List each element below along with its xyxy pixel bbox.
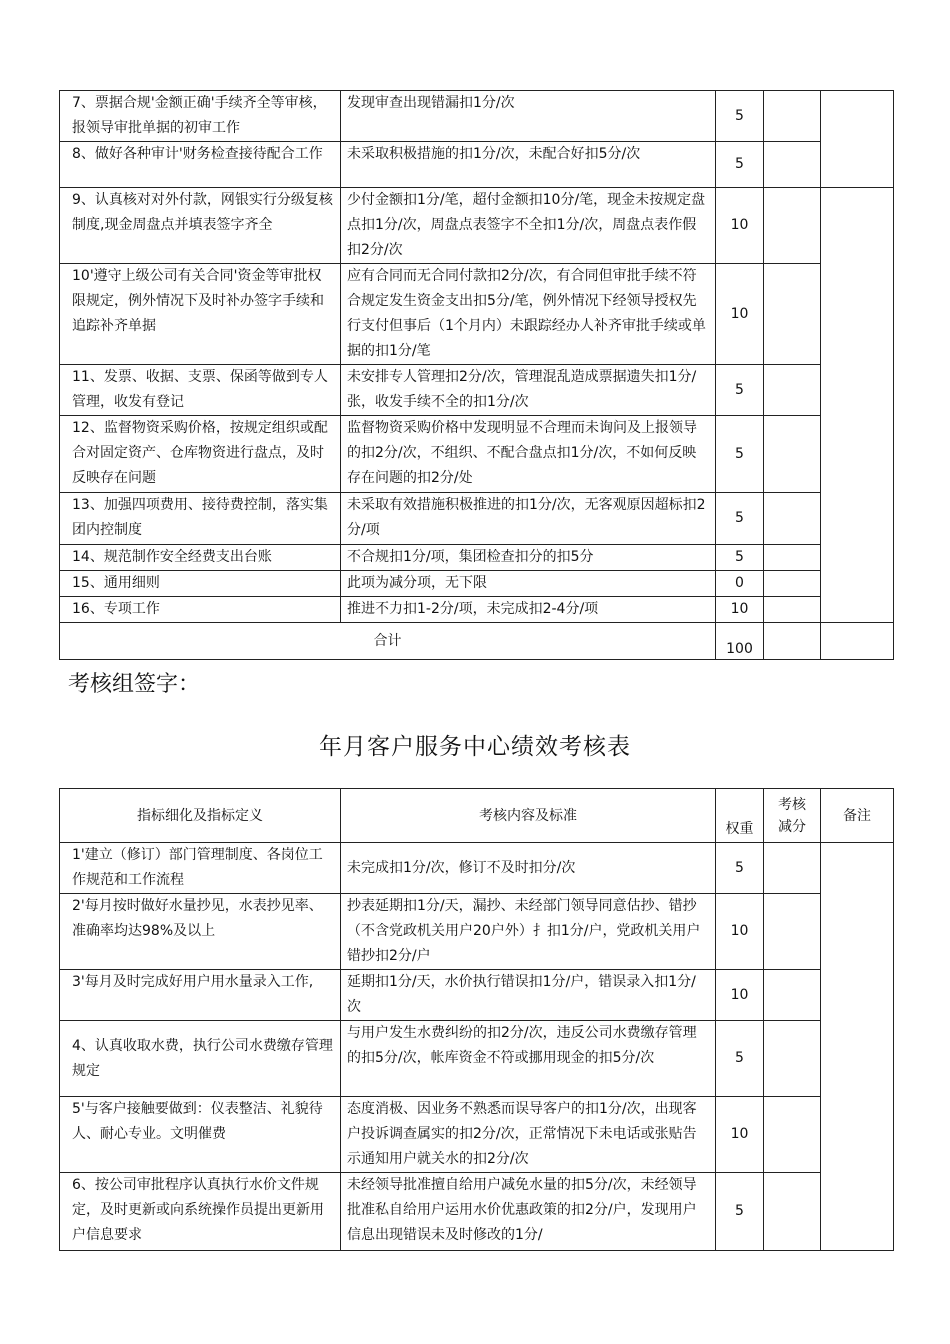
table-row <box>60 843 894 894</box>
weight-cell: 5 <box>716 545 764 571</box>
deduction-cell <box>764 1173 821 1251</box>
table-row <box>60 970 894 1021</box>
total-row <box>60 623 894 660</box>
deduction-cell <box>764 142 821 188</box>
table-row <box>60 416 894 493</box>
standard-cell: 未安排专人管理扣2分/次，管理混乱造成票据遗失扣1分/张，收发手续不全的扣1分/次 <box>341 365 716 416</box>
header-standard: 考核内容及标准 <box>341 789 716 843</box>
standard-cell: 未完成扣1分/次，修订不及时扣分/次 <box>341 843 716 894</box>
weight-cell: 0 <box>716 571 764 597</box>
weight-cell: 10 <box>716 1097 764 1173</box>
indicator-cell: 8、做好各种审计'财务检查接待配合工作 <box>60 142 341 188</box>
header-row <box>60 789 894 843</box>
deduction-cell <box>764 264 821 365</box>
weight-cell: 10 <box>716 188 764 264</box>
header-weight: 权重 <box>716 789 764 843</box>
deduction-cell <box>764 894 821 970</box>
standard-cell: 此项为减分项，无下限 <box>341 571 716 597</box>
standard-cell: 未经领导批准擅自给用户减免水量的扣5分/次，未经领导批准私自给用户运用水价优惠政策的扣2分/户，发现用户信息出现错误未及时修改的1分/ <box>341 1173 716 1251</box>
indicator-cell: 11、发票、收据、支票、保函等做到专人管理，收发有登记 <box>60 365 341 416</box>
table-row <box>60 571 894 597</box>
deduction-cell <box>764 623 821 660</box>
remark-cell <box>821 623 894 660</box>
table-row <box>60 545 894 571</box>
deduction-cell <box>764 493 821 545</box>
remark-cell <box>821 843 894 1251</box>
standard-cell: 应有合同而无合同付款扣2分/次，有合同但审批手续不符合规定发生资金支出扣5分/笔，例外情况下经领导授权先行支付但事后（1个月内）未跟踪经办人补齐审批手续或单据的扣1分/笔 <box>341 264 716 365</box>
table-row <box>60 493 894 545</box>
indicator-cell: 12、监督物资采购价格，按规定组织或配合对固定资产、仓库物资进行盘点，及时反映存在问题 <box>60 416 341 493</box>
deduction-cell <box>764 91 821 142</box>
deduction-cell <box>764 188 821 264</box>
indicator-cell: 7、票据合规'金额正确'手续齐全等审核，报领导审批单据的初审工作 <box>60 91 341 142</box>
indicator-cell: 9、认真核对对外付款，网银实行分级复核制度,现金周盘点并填表签字齐全 <box>60 188 341 264</box>
remark-cell <box>821 91 894 188</box>
indicator-cell: 16、专项工作 <box>60 597 341 623</box>
indicator-cell: 3'每月及时完成好用户用水量录入工作, <box>60 970 341 1021</box>
table-row <box>60 365 894 416</box>
indicator-cell: 6、按公司审批程序认真执行水价文件规定，及时更新或向系统操作员提出更新用户信息要求 <box>60 1173 341 1251</box>
table-row <box>60 264 894 365</box>
standard-cell: 抄表延期扣1分/天，漏抄、未经部门领导同意估抄、错抄（不含党政机关用户20户外）扌扣1分/户，党政机关用户错抄扣2分/户 <box>341 894 716 970</box>
deduction-cell <box>764 1021 821 1097</box>
weight-cell: 10 <box>716 970 764 1021</box>
indicator-cell: 5'与客户接触要做到：仪表整洁、礼貌待人、耐心专业。文明催费 <box>60 1097 341 1173</box>
remark-cell <box>821 188 894 623</box>
table-row <box>60 142 894 188</box>
table-row <box>60 1173 894 1251</box>
weight-cell: 10 <box>716 264 764 365</box>
indicator-cell: 10'遵守上级公司有关合同'资金等审批权限规定，例外情况下及时补办签字手续和追踪补齐单据 <box>60 264 341 365</box>
weight-cell: 5 <box>716 365 764 416</box>
deduction-cell <box>764 597 821 623</box>
weight-cell: 5 <box>716 416 764 493</box>
standard-cell: 不合规扣1分/项，集团检查扣分的扣5分 <box>341 545 716 571</box>
standard-cell: 少付金额扣1分/笔，超付金额扣10分/笔，现金未按规定盘点扣1分/次，周盘点表签字不全扣1分/次，周盘点表作假扣2分/次 <box>341 188 716 264</box>
deduction-cell <box>764 843 821 894</box>
weight-cell: 5 <box>716 142 764 188</box>
standard-cell: 与用户发生水费纠纷的扣2分/次，违反公司水费缴存管理的扣5分/次，帐库资金不符或挪用现金的扣5分/次 <box>341 1021 716 1097</box>
weight-cell: 10 <box>716 894 764 970</box>
signature-label: 考核组签字： <box>68 672 201 697</box>
indicator-cell: 15、通用细则 <box>60 571 341 597</box>
weight-cell: 5 <box>716 843 764 894</box>
table-row <box>60 188 894 264</box>
deduction-cell <box>764 545 821 571</box>
indicator-cell: 1'建立（修订）部门管理制度、各岗位工作规范和工作流程 <box>60 843 341 894</box>
indicator-cell: 13、加强四项费用、接待费控制，落实集团内控制度 <box>60 493 341 545</box>
table-row <box>60 597 894 623</box>
table-row <box>60 91 894 142</box>
standard-cell: 未采取积极措施的扣1分/次，未配合好扣5分/次 <box>341 142 716 188</box>
assessment-table-2 <box>59 788 894 1251</box>
deduction-cell <box>764 970 821 1021</box>
indicator-cell: 2'每月按时做好水量抄见，水表抄见率、准确率均达98%及以上 <box>60 894 341 970</box>
total-label: 合计 <box>60 623 716 660</box>
deduction-cell <box>764 1097 821 1173</box>
weight-cell: 5 <box>716 493 764 545</box>
assessment-table-1 <box>59 90 894 660</box>
weight-cell: 10 <box>716 597 764 623</box>
standard-cell: 态度消极、因业务不熟悉而误导客户的扣1分/次，出现客户投诉调查属实的扣2分/次，正常情况下未电话或张贴告示通知用户就关水的扣2分/次 <box>341 1097 716 1173</box>
header-indicator: 指标细化及指标定义 <box>60 789 341 843</box>
standard-cell: 推进不力扣1-2分/项，未完成扣2-4分/项 <box>341 597 716 623</box>
table-row <box>60 1097 894 1173</box>
page-title: 年月客户服务中心绩效考核表 <box>319 734 631 760</box>
standard-cell: 监督物资采购价格中发现明显不合理而未询问及上报领导的扣2分/次，不组织、不配合盘点扣1分/次，不如何反映存在问题的扣2分/处 <box>341 416 716 493</box>
table-row <box>60 894 894 970</box>
indicator-cell: 14、规范制作安全经费支出台账 <box>60 545 341 571</box>
standard-cell: 未采取有效措施积极推进的扣1分/次，无客观原因超标扣2分/项 <box>341 493 716 545</box>
deduction-cell <box>764 416 821 493</box>
table-row <box>60 1021 894 1097</box>
indicator-cell: 4、认真收取水费，执行公司水费缴存管理规定 <box>60 1021 341 1097</box>
deduction-cell <box>764 571 821 597</box>
weight-cell: 5 <box>716 1021 764 1097</box>
deduction-cell <box>764 365 821 416</box>
header-remark: 备注 <box>821 789 894 843</box>
weight-cell: 5 <box>716 91 764 142</box>
standard-cell: 延期扣1分/天，水价执行错误扣1分/户，错误录入扣1分/次 <box>341 970 716 1021</box>
total-value: 100 <box>716 623 764 660</box>
weight-cell: 5 <box>716 1173 764 1251</box>
standard-cell: 发现审查出现错漏扣1分/次 <box>341 91 716 142</box>
header-deduction: 考核减分 <box>764 789 821 843</box>
